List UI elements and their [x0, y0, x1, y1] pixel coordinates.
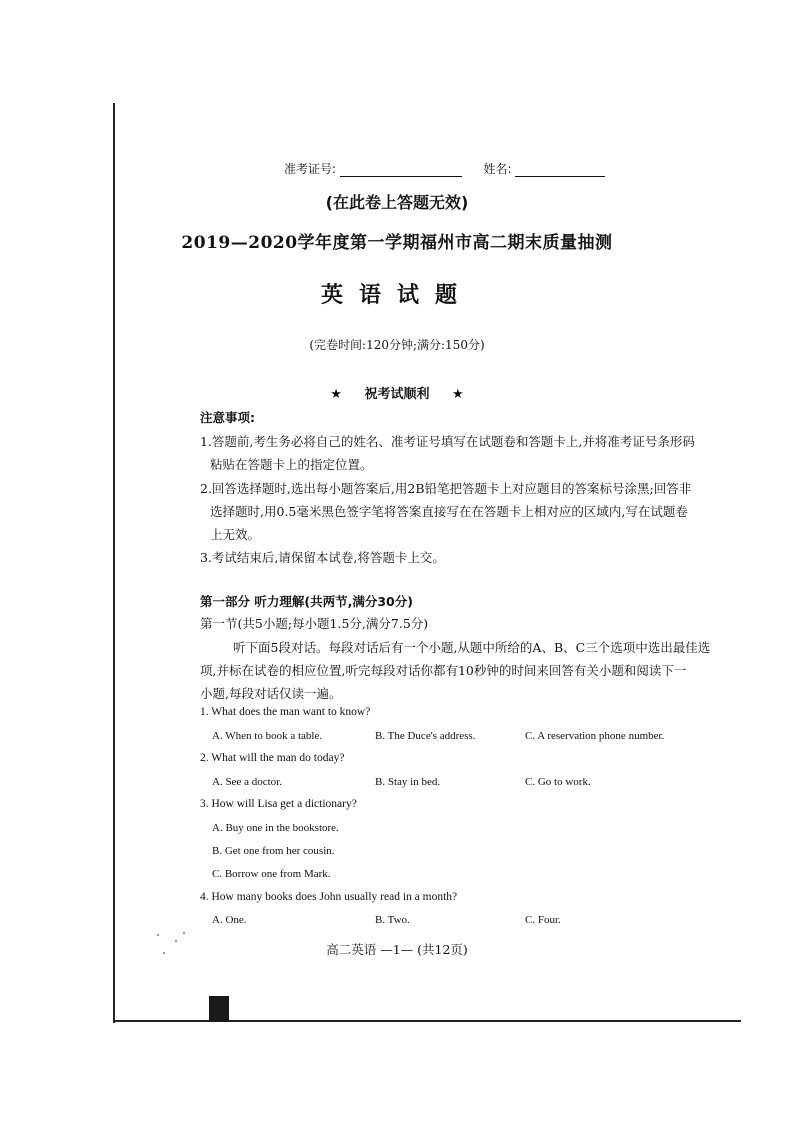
question-2-option-b: B. Stay in bed.	[375, 776, 441, 788]
admission-number-blank	[340, 164, 462, 177]
question-2-option-a: A. See a doctor.	[212, 776, 282, 788]
question-2-stem: 2. What will the man do today?	[200, 752, 345, 764]
instructions-line-2: 项,并标在试卷的相应位置,听完每段对话你都有10秒钟的时间来回答有关小题和阅读下一	[200, 663, 687, 678]
section1-heading: 第一节(共5小题;每小题1.5分,满分7.5分)	[200, 616, 429, 631]
page-footer: 高二英语 —1— (共12页)	[326, 942, 468, 957]
instructions-line-1: 听下面5段对话。每段对话后有一个小题,从题中所给的A、B、C三个选项中选出最佳选	[233, 640, 711, 655]
question-3-stem: 3. How will Lisa get a dictionary?	[200, 798, 357, 810]
scan-border-bottom	[113, 1020, 741, 1022]
star-icon: ★	[330, 387, 342, 402]
subject-title: 英语试题	[320, 283, 473, 308]
note-2-line-3: 上无效。	[210, 527, 261, 542]
question-4-option-b: B. Two.	[375, 914, 410, 926]
question-3-option-a: A. Buy one in the bookstore.	[212, 822, 339, 834]
question-4-option-a: A. One.	[212, 914, 247, 926]
star-icon: ★	[452, 387, 464, 402]
invalid-answer-notice: (在此卷上答题无效)	[325, 193, 469, 212]
good-luck-line	[0, 383, 794, 402]
question-3-option-c: C. Borrow one from Mark.	[212, 868, 331, 880]
exam-title: 2019—2020学年度第一学期福州市高二期末质量抽测	[181, 233, 613, 253]
question-1-stem: 1. What does the man want to know?	[200, 706, 371, 718]
question-4-stem: 4. How many books does John usually read in a month?	[200, 891, 458, 903]
question-1-option-b: B. The Duce's address.	[375, 730, 476, 742]
note-1-line-1: 1.答题前,考生务必将自己的姓名、准考证号填写在试题卷和答题卡上,并将准考证号条形码	[200, 434, 695, 449]
exam-meta: (完卷时间:120分钟;满分:150分)	[309, 338, 485, 352]
question-2-option-c: C. Go to work.	[525, 776, 591, 788]
note-2-line-2: 选择题时,用0.5毫米黑色签字笔将答案直接写在在答题卡上相对应的区域内,写在试题卷	[210, 504, 688, 519]
note-1-line-2: 粘贴在答题卡上的指定位置。	[210, 457, 373, 472]
name-blank	[515, 164, 605, 177]
question-3-option-b: B. Get one from her cousin.	[212, 845, 335, 857]
part1-heading: 第一部分 听力理解(共两节,满分30分)	[200, 594, 413, 609]
candidate-info-row	[284, 160, 605, 177]
name-label: 姓名:	[483, 162, 512, 176]
notes-heading: 注意事项:	[200, 410, 255, 425]
note-2-line-1: 2.回答选择题时,选出每小题答案后,用2B铅笔把答题卡上对应题目的答案标号涂黑;回答非	[200, 481, 692, 496]
scan-mark	[209, 996, 229, 1022]
instructions-line-3: 小题,每段对话仅读一遍。	[200, 686, 342, 701]
question-1-option-a: A. When to book a table.	[212, 730, 323, 742]
good-luck-text: 祝考试顺利	[364, 387, 430, 402]
note-3-line-1: 3.考试结束后,请保留本试卷,将答题卡上交。	[200, 550, 445, 565]
question-1-option-c: C. A reservation phone number.	[525, 730, 665, 742]
admission-number-label: 准考证号:	[284, 162, 337, 176]
question-4-option-c: C. Four.	[525, 914, 561, 926]
